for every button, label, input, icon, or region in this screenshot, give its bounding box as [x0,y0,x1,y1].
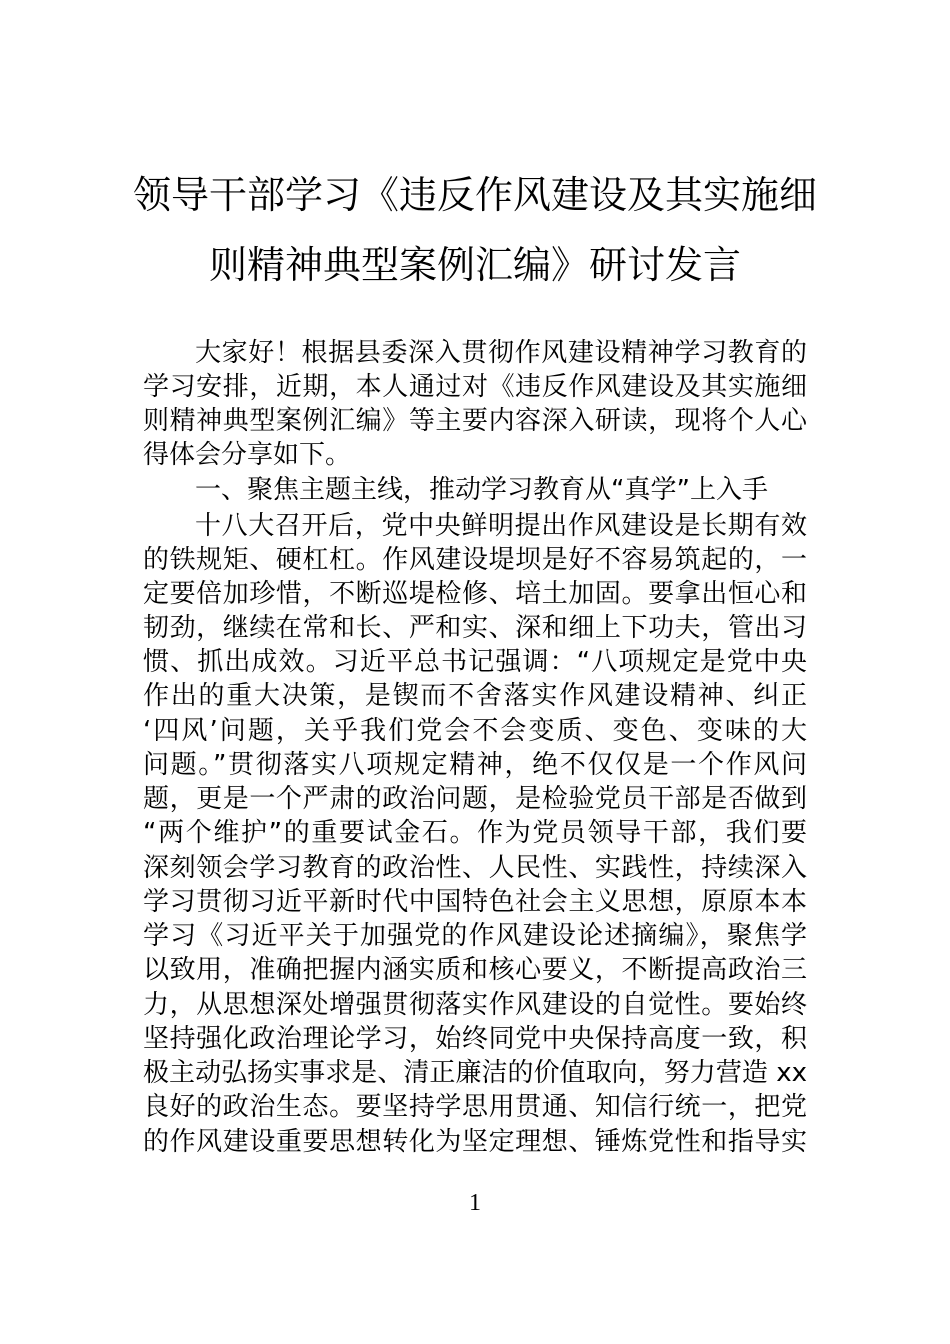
paragraph-line: 惯、抓出成效。习近平总书记强调：“八项规定是党中央 [143,647,807,677]
section-heading: 一、聚焦主题主线，推动学习教育从“真学”上入手 [195,475,768,505]
paragraph-line: 以致用，准确把握内涵实质和核心要义，不断提高政治三 [143,955,807,985]
paragraph-line: 定要倍加珍惜，不断巡堤检修、培土加固。要拿出恒心和 [143,579,807,609]
paragraph-line: 韧劲，继续在常和长、严和实、深和细上下功夫，管出习 [143,613,807,643]
paragraph-line: “两个维护”的重要试金石。作为党员领导干部，我们要 [143,818,807,848]
paragraph-line: 极主动弘扬实事求是、清正廉洁的价值取向，努力营造 xx [143,1058,807,1088]
paragraph-line: 学习贯彻习近平新时代中国特色社会主义思想，原原本本 [143,887,807,917]
document-title-line-1: 领导干部学习《违反作风建设及其实施细 [132,173,817,217]
paragraph-line: 题，更是一个严肃的政治问题，是检验党员干部是否做到 [143,784,807,814]
document-title-line-2: 则精神典型案例汇编》研讨发言 [208,243,741,287]
paragraph-line: 问题。”贯彻落实八项规定精神，绝不仅仅是一个作风问 [143,750,807,780]
paragraph-line: 学习《习近平关于加强党的作风建设论述摘编》，聚焦学 [143,921,807,951]
paragraph-line: 作出的重大决策，是锲而不舍落实作风建设精神、纠正 [143,681,807,711]
paragraph-line: 大家好！根据县委深入贯彻作风建设精神学习教育的 [195,338,807,368]
paragraph-line: 深刻领会学习教育的政治性、人民性、实践性，持续深入 [143,853,807,883]
paragraph-line: 的铁规矩、硬杠杠。作风建设堤坝是好不容易筑起的，一 [143,545,807,575]
paragraph-line: ‘四风’问题，关乎我们党会不会变质、变色、变味的大 [143,716,807,746]
paragraph-line: 十八大召开后，党中央鲜明提出作风建设是长期有效 [195,511,807,541]
paragraph-line: 的作风建设重要思想转化为坚定理想、锤炼党性和指导实 [143,1127,807,1157]
paragraph-line: 学习安排，近期，本人通过对《违反作风建设及其实施细 [143,372,807,402]
paragraph-line: 则精神典型案例汇编》等主要内容深入研读，现将个人心 [143,406,807,436]
paragraph-line: 得体会分享如下。 [143,440,352,470]
page-number: 1 [469,1190,481,1216]
paragraph-line: 坚持强化政治理论学习，始终同党中央保持高度一致，积 [143,1024,807,1054]
paragraph-line: 良好的政治生态。要坚持学思用贯通、知信行统一，把党 [143,1092,807,1122]
paragraph-line: 力，从思想深处增强贯彻落实作风建设的自觉性。要始终 [143,990,807,1020]
